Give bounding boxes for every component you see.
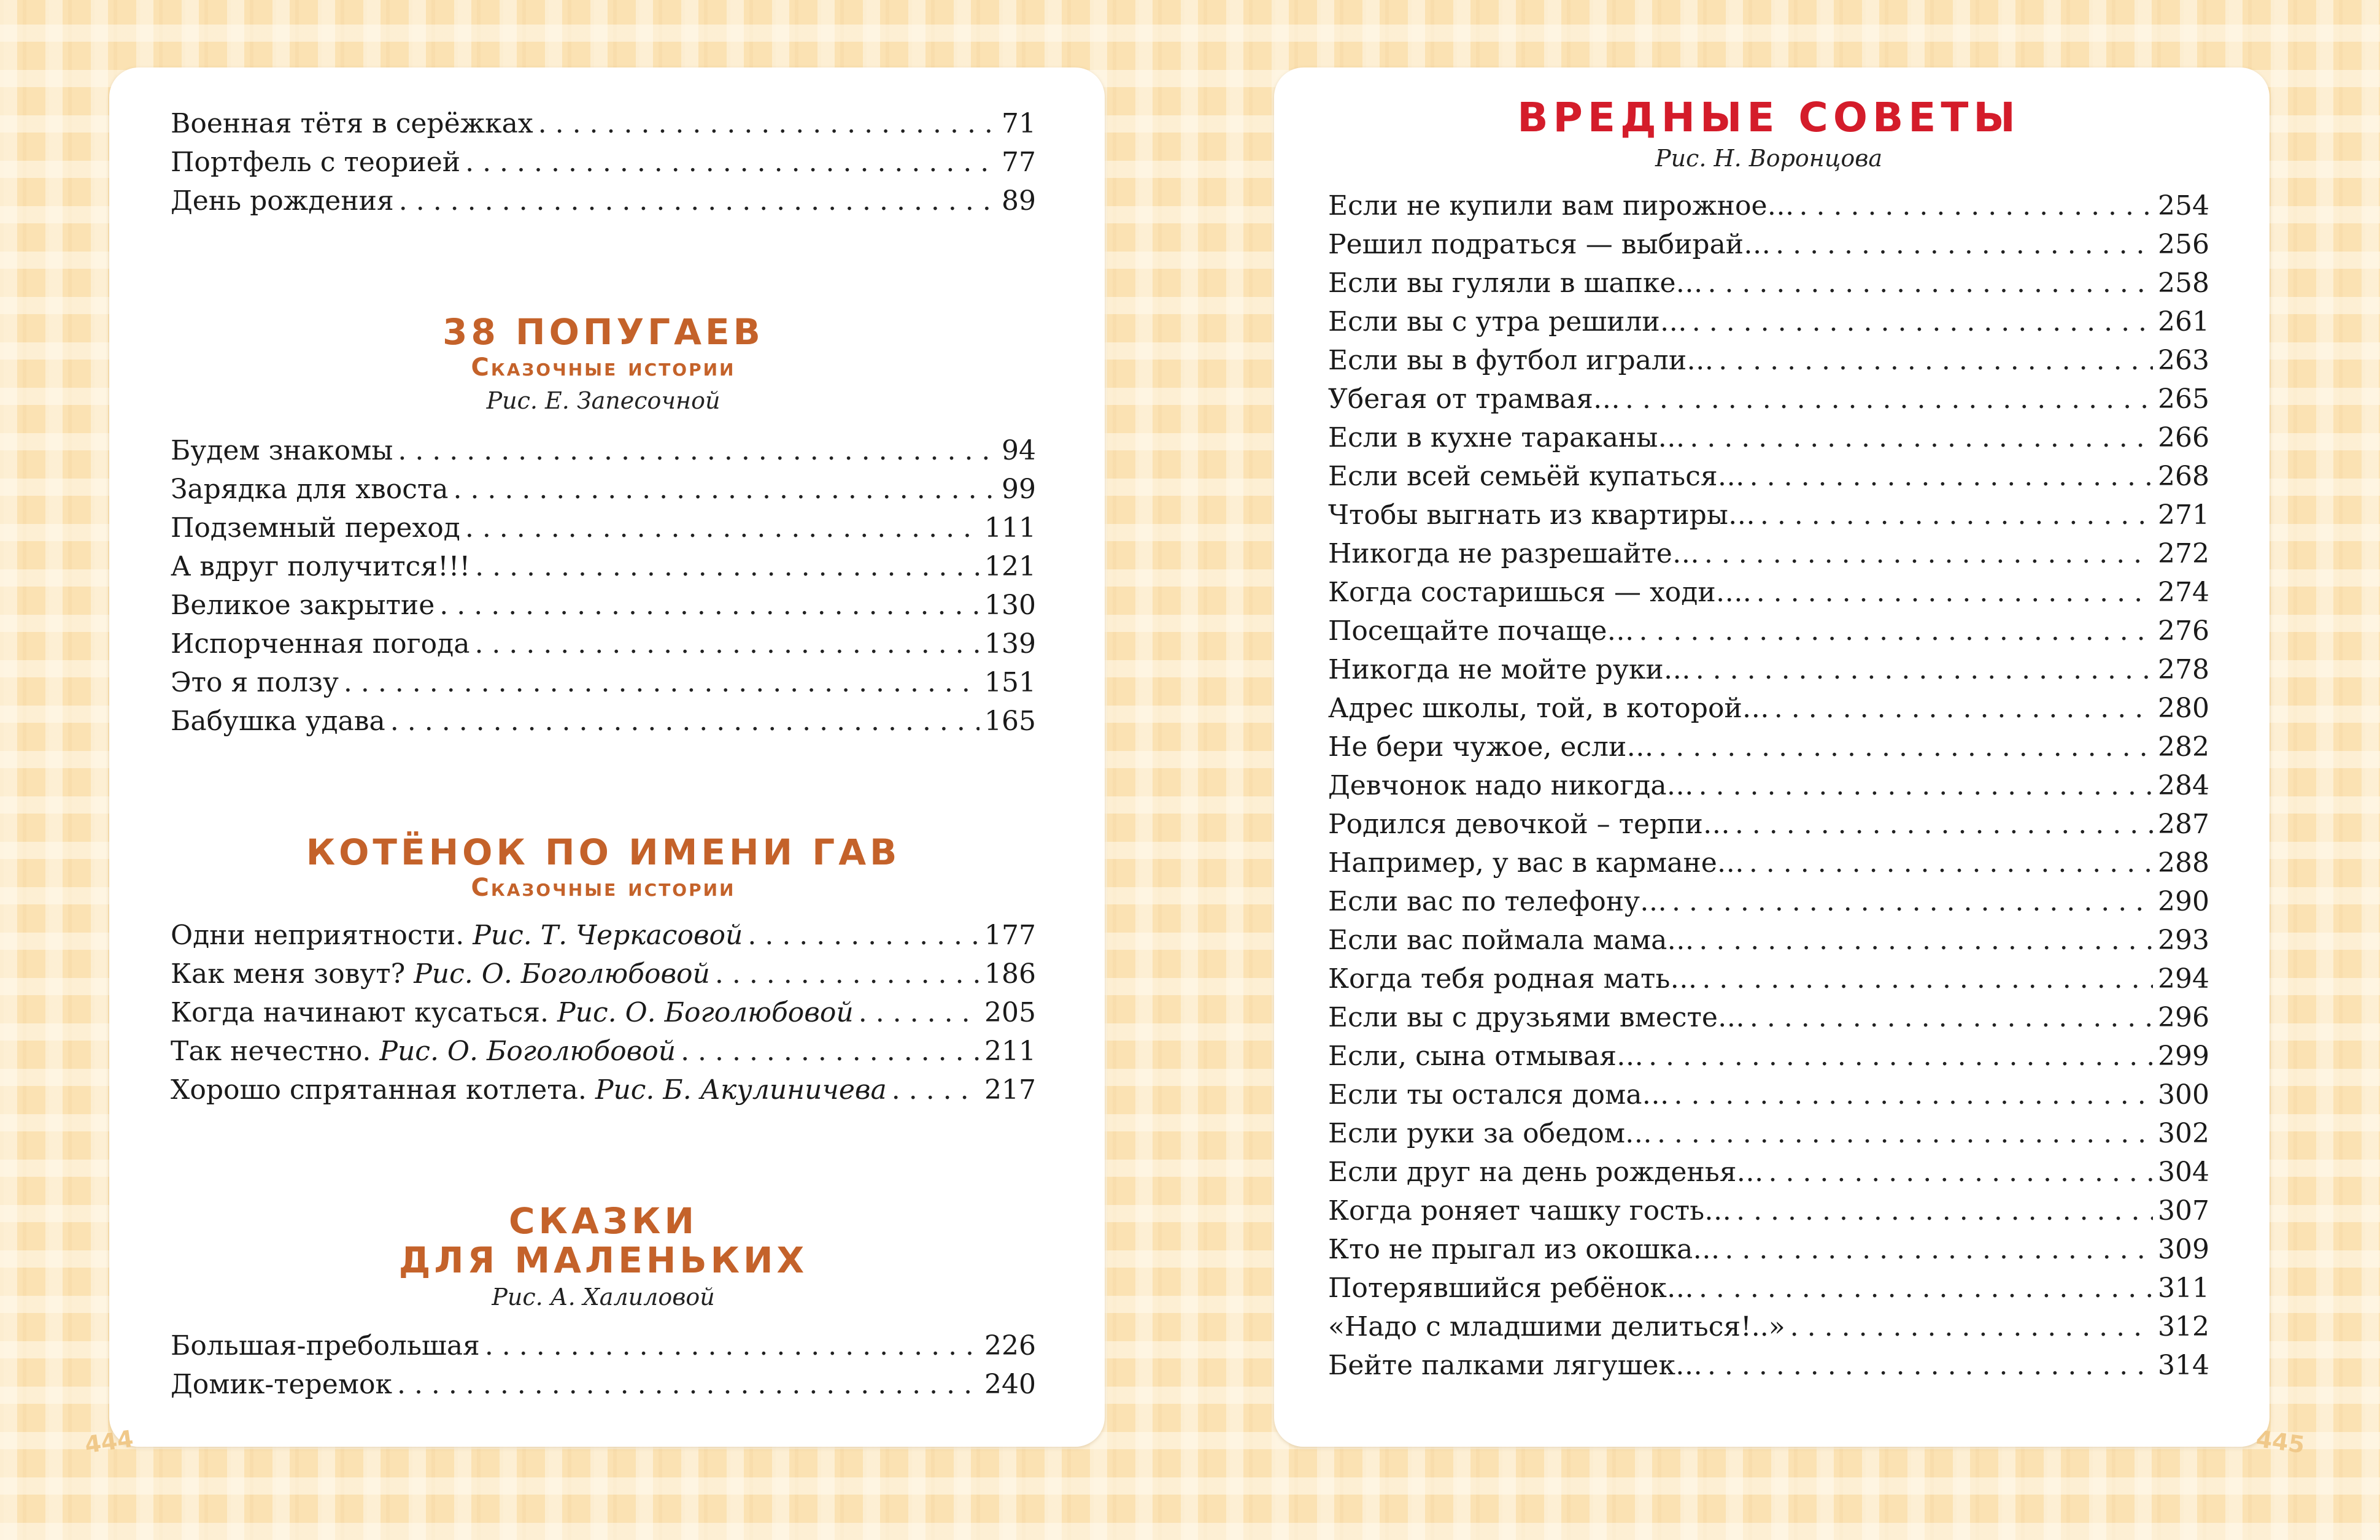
toc-entry — [1328, 1114, 2209, 1153]
entry-page: 276 — [2158, 615, 2209, 647]
entry-page: 300 — [2158, 1079, 2209, 1111]
leader-dots — [715, 955, 979, 993]
toc-entry — [171, 1326, 1036, 1365]
leader-dots — [1760, 496, 2153, 534]
entry-title: Подземный переход — [171, 512, 460, 544]
toc-entry — [1328, 1269, 2209, 1307]
page-number-left: 444 — [83, 1425, 136, 1459]
leader-dots — [1699, 921, 2153, 960]
toc-entry — [1328, 1037, 2209, 1076]
entry-illustrator: Рис. О. Боголюбовой — [379, 1036, 676, 1067]
entry-page: 94 — [1002, 435, 1036, 466]
entry-page: 165 — [984, 706, 1036, 737]
section-title-line-1: СКАЗКИ — [508, 1200, 698, 1242]
toc-entry — [171, 1032, 1036, 1071]
leader-dots — [1625, 380, 2153, 418]
leader-dots — [1692, 302, 2153, 341]
entry-title: Убегая от трамвая… — [1328, 383, 1620, 415]
toc-entry — [1328, 1153, 2209, 1192]
entry-page: 139 — [984, 628, 1036, 660]
page-number-right: 445 — [2254, 1425, 2307, 1459]
entry-page: 287 — [2158, 809, 2209, 840]
toc-entry — [1328, 766, 2209, 805]
toc-entry — [171, 663, 1036, 702]
toc-entry — [1328, 225, 2209, 264]
entry-title: Будем знакомы — [171, 435, 393, 466]
leader-dots — [1775, 225, 2153, 264]
entry-title: «Надо с младшими делиться!..» — [1328, 1311, 1785, 1342]
toc-entry — [1328, 650, 2209, 689]
entry-page: 288 — [2158, 847, 2209, 879]
entry-title: Если не купили вам пирожное… — [1328, 190, 1795, 221]
entry-title: Хорошо спрятанная котлета. — [171, 1074, 587, 1106]
entry-title: Одни неприятности. — [171, 920, 465, 951]
entry-page: 268 — [2158, 461, 2209, 492]
entry-title: Например, у вас в кармане… — [1328, 847, 1744, 879]
entry-page: 256 — [2158, 229, 2209, 260]
toc-entry — [171, 431, 1036, 470]
leader-dots — [474, 625, 979, 663]
entry-title: Не бери чужое, если… — [1328, 731, 1654, 763]
leader-dots — [1674, 1076, 2153, 1114]
entry-title: День рождения — [171, 185, 394, 217]
entry-illustrator: Рис. О. Боголюбовой — [414, 958, 710, 990]
entry-title: А вдруг получится!!! — [171, 551, 471, 582]
section-subtitle: Сказочные истории — [471, 353, 736, 382]
toc-entry — [1328, 805, 2209, 844]
leader-dots — [1699, 766, 2153, 805]
toc-entry — [171, 625, 1036, 663]
toc-entry — [171, 470, 1036, 509]
entry-page: 284 — [2158, 770, 2209, 801]
toc-entry — [171, 586, 1036, 625]
entry-title-group — [171, 1071, 887, 1109]
entry-title: Зарядка для хвоста — [171, 474, 449, 505]
leader-dots — [465, 143, 997, 182]
toc-entry — [171, 955, 1036, 993]
toc-entry — [1328, 998, 2209, 1037]
toc-entry — [1328, 1307, 2209, 1346]
toc-entry — [1328, 882, 2209, 921]
entry-page: 272 — [2158, 538, 2209, 569]
left-contents-column — [171, 104, 1036, 1404]
leader-dots — [399, 182, 997, 220]
leader-dots — [1696, 650, 2153, 689]
leader-dots — [439, 586, 979, 625]
toc-entry — [1328, 960, 2209, 998]
leader-dots — [1749, 844, 2153, 882]
entry-title: Если вы гуляли в шапке… — [1328, 268, 1703, 299]
entry-page: 71 — [1002, 108, 1036, 139]
entry-page: 314 — [2158, 1350, 2209, 1381]
entry-page: 294 — [2158, 963, 2209, 995]
leader-dots — [465, 509, 979, 547]
entry-page: 205 — [984, 997, 1036, 1028]
entry-page: 290 — [2158, 886, 2209, 917]
toc-entry — [171, 182, 1036, 220]
leader-dots — [1735, 805, 2153, 844]
toc-entry — [1328, 689, 2209, 728]
toc-entry — [171, 1365, 1036, 1404]
toc-entry — [171, 104, 1036, 143]
entry-page: 186 — [984, 958, 1036, 990]
entry-page: 151 — [984, 667, 1036, 698]
toc-entry — [1328, 1192, 2209, 1230]
entry-title: Адрес школы, той, в которой… — [1328, 693, 1769, 724]
entry-page: 263 — [2158, 345, 2209, 376]
entry-page: 309 — [2158, 1234, 2209, 1265]
entry-illustrator: Рис. О. Боголюбовой — [557, 997, 854, 1028]
entry-title: Если вас по телефону… — [1328, 886, 1667, 917]
leader-dots — [453, 470, 997, 509]
entry-page: 99 — [1002, 474, 1036, 505]
toc-entry — [1328, 728, 2209, 766]
entry-title: Если всей семьёй купаться… — [1328, 461, 1745, 492]
entry-page: 302 — [2158, 1118, 2209, 1149]
entry-title: Большая-пребольшая — [171, 1330, 480, 1361]
leader-dots — [1707, 1346, 2153, 1385]
entry-title: Посещайте почаще… — [1328, 615, 1634, 647]
leader-dots — [1790, 1307, 2153, 1346]
toc-entry — [1328, 264, 2209, 302]
entry-page: 307 — [2158, 1195, 2209, 1226]
entry-page: 312 — [2158, 1311, 2209, 1342]
leader-dots — [1648, 1037, 2153, 1076]
entry-page: 254 — [2158, 190, 2209, 221]
entry-title: Если руки за обедом… — [1328, 1118, 1652, 1149]
entry-page: 226 — [984, 1330, 1036, 1361]
entry-page: 282 — [2158, 731, 2209, 763]
toc-entry — [1328, 341, 2209, 380]
leader-dots — [1799, 187, 2153, 225]
entry-title: Домик-теремок — [171, 1369, 392, 1400]
entry-page: 217 — [984, 1074, 1036, 1106]
entry-title: Если друг на день рожденья… — [1328, 1157, 1764, 1188]
toc-entry — [1328, 1076, 2209, 1114]
entry-title: Великое закрытие — [171, 590, 435, 621]
leader-dots — [1639, 612, 2153, 650]
toc-entry — [171, 509, 1036, 547]
section-title-line-2: ДЛЯ МАЛЕНЬКИХ — [398, 1239, 808, 1281]
entry-title: Кто не прыгал из окошка… — [1328, 1234, 1720, 1265]
entry-title: Когда роняет чашку гость… — [1328, 1195, 1732, 1226]
toc-entry — [1328, 612, 2209, 650]
leader-dots — [538, 104, 997, 143]
entry-title: Если вы с друзьями вместе… — [1328, 1002, 1745, 1033]
toc-entry — [1328, 302, 2209, 341]
leader-dots — [859, 993, 979, 1032]
section-subtitle: Сказочные истории — [471, 874, 736, 902]
leader-dots — [397, 1365, 979, 1404]
entry-page: 274 — [2158, 577, 2209, 608]
section-parrots — [171, 312, 1036, 741]
entry-page: 293 — [2158, 925, 2209, 956]
toc-entry — [1328, 187, 2209, 225]
entry-page: 240 — [984, 1369, 1036, 1400]
entry-title: Испорченная погода — [171, 628, 470, 660]
entry-title: Когда начинают кусаться. — [171, 997, 549, 1028]
toc-entry — [171, 1071, 1036, 1109]
entry-page: 278 — [2158, 654, 2209, 685]
entry-page: 111 — [984, 512, 1036, 544]
leader-dots — [1707, 264, 2153, 302]
entry-title-group — [171, 993, 854, 1032]
toc-entry — [171, 143, 1036, 182]
entry-title: Бабушка удава — [171, 706, 385, 737]
toc-entry — [1328, 457, 2209, 496]
entry-title-group — [171, 1032, 676, 1071]
entry-page: 299 — [2158, 1041, 2209, 1072]
leader-dots — [748, 916, 979, 955]
leader-dots — [1672, 882, 2153, 921]
toc-entry — [1328, 1346, 2209, 1385]
entry-title: Это я ползу — [171, 667, 339, 698]
section-tales — [171, 1201, 1036, 1404]
leader-dots — [398, 431, 997, 470]
left-page — [109, 67, 1105, 1447]
leader-dots — [1774, 689, 2153, 728]
entry-title: Когда состаришься — ходи…. — [1328, 577, 1752, 608]
entry-page: 304 — [2158, 1157, 2209, 1188]
entry-title: Никогда не мойте руки… — [1328, 654, 1691, 685]
section-illustrator: Рис. Н. Воронцова — [1655, 145, 1882, 172]
toc-entry — [1328, 573, 2209, 612]
leader-dots — [1756, 573, 2153, 612]
leader-dots — [1702, 960, 2153, 998]
entry-title: Если в кухне тараканы… — [1328, 422, 1685, 453]
entry-page: 77 — [1002, 147, 1036, 178]
entry-page: 311 — [2158, 1272, 2209, 1304]
leader-dots — [475, 547, 979, 586]
toc-entry — [171, 702, 1036, 741]
entry-page: 271 — [2158, 499, 2209, 531]
toc-entry — [1328, 534, 2209, 573]
leader-dots — [1768, 1153, 2153, 1192]
section-illustrator: Рис. Е. Запесочной — [486, 387, 721, 414]
toc-entry — [1328, 921, 2209, 960]
entry-title: Так нечестно. — [171, 1036, 371, 1067]
leader-dots — [1690, 418, 2153, 457]
entry-page: 130 — [984, 590, 1036, 621]
leader-dots — [1657, 1114, 2153, 1153]
entry-title: Чтобы выгнать из квартиры… — [1328, 499, 1755, 531]
leader-dots — [681, 1032, 979, 1071]
entry-page: 258 — [2158, 268, 2209, 299]
entry-title-group — [171, 916, 743, 955]
entry-page: 296 — [2158, 1002, 2209, 1033]
section-title: ВРЕДНЫЕ СОВЕТЫ — [1517, 94, 2020, 141]
toc-entry — [1328, 496, 2209, 534]
section-kitten — [171, 833, 1036, 1109]
entry-title-group — [171, 955, 710, 993]
entry-title: Девчонок надо никогда… — [1328, 770, 1694, 801]
entry-title: Военная тётя в серёжках — [171, 108, 533, 139]
leader-dots — [344, 663, 979, 702]
top-entries — [171, 104, 1036, 220]
right-page — [1274, 67, 2270, 1447]
toc-entry — [171, 993, 1036, 1032]
leader-dots — [1658, 728, 2153, 766]
entry-page: 121 — [984, 551, 1036, 582]
entry-page: 266 — [2158, 422, 2209, 453]
section-illustrator: Рис. А. Халиловой — [492, 1284, 715, 1311]
leader-dots — [390, 702, 979, 741]
right-contents-column — [1328, 94, 2209, 1385]
entry-title: Никогда не разрешайте… — [1328, 538, 1699, 569]
toc-entry — [1328, 418, 2209, 457]
entry-title: Когда тебя родная мать… — [1328, 963, 1698, 995]
entry-title: Как меня зовут? — [171, 958, 406, 990]
leader-dots — [1750, 998, 2153, 1037]
entry-title: Родился девочкой – терпи… — [1328, 809, 1730, 840]
entry-page: 89 — [1002, 185, 1036, 217]
entry-title: Если, сына отмывая… — [1328, 1041, 1644, 1072]
section-title: 38 ПОПУГАЕВ — [442, 311, 764, 353]
leader-dots — [1750, 457, 2153, 496]
entry-title: Если ты остался дома… — [1328, 1079, 1669, 1111]
toc-entry — [171, 547, 1036, 586]
leader-dots — [1718, 341, 2153, 380]
entry-title: Решил подраться — выбирай… — [1328, 229, 1771, 260]
entry-page: 265 — [2158, 383, 2209, 415]
toc-entry — [1328, 380, 2209, 418]
toc-entry — [1328, 1230, 2209, 1269]
entry-illustrator: Рис. Т. Черкасовой — [473, 920, 743, 951]
entry-title: Портфель с теорией — [171, 147, 461, 178]
leader-dots — [892, 1071, 979, 1109]
entry-page: 261 — [2158, 306, 2209, 337]
entry-title: Бейте палками лягушек… — [1328, 1350, 1702, 1381]
entry-page: 280 — [2158, 693, 2209, 724]
entry-illustrator: Рис. Б. Акулиничева — [595, 1074, 887, 1106]
leader-dots — [1699, 1269, 2153, 1307]
leader-dots — [485, 1326, 979, 1365]
entry-title: Если вас поймала мама… — [1328, 925, 1694, 956]
entry-title: Потерявшийся ребёнок… — [1328, 1272, 1694, 1304]
leader-dots — [1736, 1192, 2153, 1230]
toc-entry — [171, 916, 1036, 955]
leader-dots — [1704, 534, 2153, 573]
toc-entry — [1328, 844, 2209, 882]
entry-page: 177 — [984, 920, 1036, 951]
leader-dots — [1725, 1230, 2153, 1269]
entry-page: 211 — [984, 1036, 1036, 1067]
entry-title: Если вы в футбол играли… — [1328, 345, 1714, 376]
advice-entries — [1328, 187, 2209, 1385]
section-title: КОТЁНОК ПО ИМЕНИ ГАВ — [306, 831, 901, 873]
entry-title: Если вы с утра решили… — [1328, 306, 1687, 337]
